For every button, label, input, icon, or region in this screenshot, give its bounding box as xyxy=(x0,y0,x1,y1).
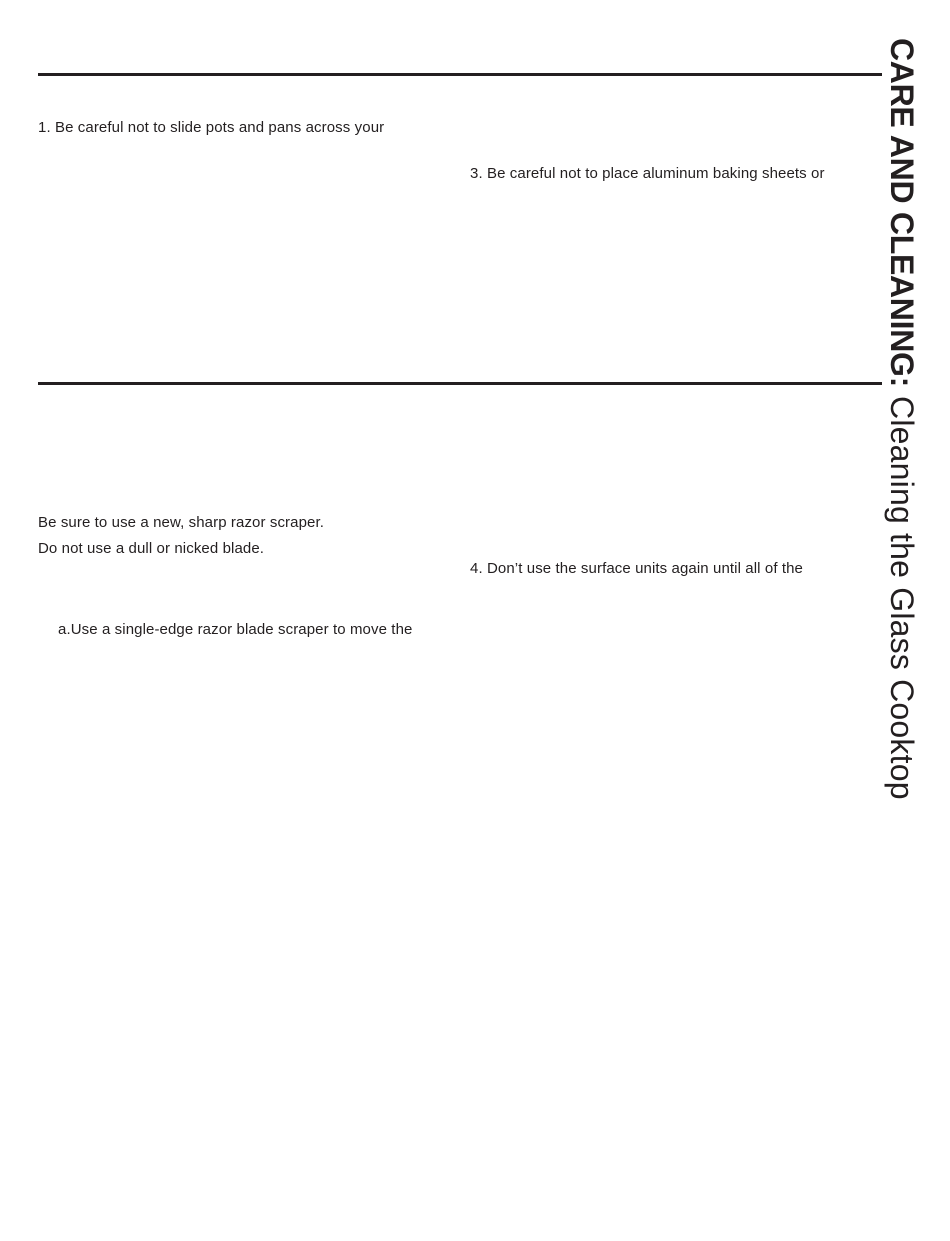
instruction-item-3: 3. Be careful not to place aluminum baking sheets or xyxy=(470,165,825,182)
section-side-header xyxy=(884,38,920,800)
razor-scraper-note-line-1: Be sure to use a new, sharp razor scraper. xyxy=(38,514,325,531)
instruction-item-4: 4. Don’t use the surface units again until all of the xyxy=(470,560,803,577)
section-title: CARE AND CLEANING: xyxy=(884,38,920,387)
middle-divider-rule xyxy=(38,382,882,385)
razor-scraper-note-line-2: Do not use a dull or nicked blade. xyxy=(38,540,265,557)
instruction-item-1: 1. Be careful not to slide pots and pans across your xyxy=(38,119,385,136)
top-divider-rule xyxy=(38,73,882,76)
instruction-item-a: a.Use a single-edge razor blade scraper to move the xyxy=(58,621,413,638)
section-topic: Cleaning the Glass Cooktop xyxy=(884,386,920,800)
